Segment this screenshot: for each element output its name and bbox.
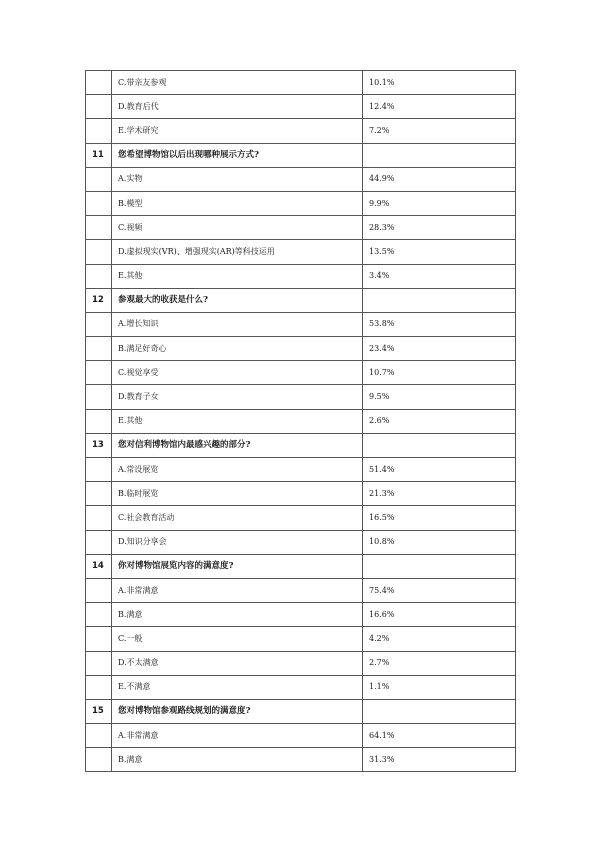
option-percent: 53.8%	[363, 312, 516, 336]
empty-number-cell	[86, 458, 112, 482]
option-percent: 4.2%	[363, 627, 516, 651]
option-row	[86, 458, 516, 482]
option-percent: 9.9%	[363, 191, 516, 215]
option-row	[86, 337, 516, 361]
option-percent: 3.4%	[363, 264, 516, 288]
question-row	[86, 554, 516, 578]
question-row	[86, 433, 516, 457]
question-text: 您对博物馆参观路线规划的满意度?	[112, 699, 363, 723]
question-number: 13	[86, 433, 112, 457]
empty-number-cell	[86, 240, 112, 264]
question-number: 14	[86, 554, 112, 578]
option-row	[86, 216, 516, 240]
option-row	[86, 506, 516, 530]
empty-number-cell	[86, 675, 112, 699]
empty-percent-cell	[363, 288, 516, 312]
option-percent: 31.3%	[363, 748, 516, 772]
empty-number-cell	[86, 337, 112, 361]
option-row	[86, 312, 516, 336]
option-text: A.常设展览	[112, 458, 363, 482]
empty-number-cell	[86, 361, 112, 385]
option-text: E.其他	[112, 264, 363, 288]
empty-number-cell	[86, 578, 112, 602]
option-percent: 16.6%	[363, 603, 516, 627]
option-text: C.带亲友参观	[112, 71, 363, 95]
option-row	[86, 724, 516, 748]
empty-percent-cell	[363, 699, 516, 723]
option-row	[86, 482, 516, 506]
option-percent: 9.5%	[363, 385, 516, 409]
empty-percent-cell	[363, 433, 516, 457]
option-text: D.教育后代	[112, 95, 363, 119]
option-text: C.视觉享受	[112, 361, 363, 385]
empty-number-cell	[86, 167, 112, 191]
question-text: 您希望博物馆以后出现哪种展示方式?	[112, 143, 363, 167]
option-row	[86, 167, 516, 191]
option-row	[86, 409, 516, 433]
option-text: B.模型	[112, 191, 363, 215]
question-row	[86, 288, 516, 312]
option-row	[86, 119, 516, 143]
option-text: B.满意	[112, 748, 363, 772]
option-percent: 16.5%	[363, 506, 516, 530]
option-percent: 44.9%	[363, 167, 516, 191]
question-number: 15	[86, 699, 112, 723]
option-percent: 21.3%	[363, 482, 516, 506]
option-text: B.临时展览	[112, 482, 363, 506]
option-percent: 10.7%	[363, 361, 516, 385]
question-row	[86, 699, 516, 723]
question-row	[86, 143, 516, 167]
option-row	[86, 603, 516, 627]
empty-percent-cell	[363, 554, 516, 578]
option-row	[86, 95, 516, 119]
empty-number-cell	[86, 530, 112, 554]
option-text: D.虚拟现实(VR)、增强现实(AR)等科技运用	[112, 240, 363, 264]
empty-number-cell	[86, 385, 112, 409]
option-text: A.增长知识	[112, 312, 363, 336]
option-text: D.不太满意	[112, 651, 363, 675]
option-row	[86, 748, 516, 772]
question-number: 12	[86, 288, 112, 312]
option-text: A.实物	[112, 167, 363, 191]
option-percent: 10.1%	[363, 71, 516, 95]
option-percent: 12.4%	[363, 95, 516, 119]
option-row	[86, 578, 516, 602]
option-text: D.知识分享会	[112, 530, 363, 554]
option-text: C.社会教育活动	[112, 506, 363, 530]
option-percent: 1.1%	[363, 675, 516, 699]
option-percent: 13.5%	[363, 240, 516, 264]
empty-number-cell	[86, 482, 112, 506]
option-text: A.非常满意	[112, 578, 363, 602]
empty-number-cell	[86, 748, 112, 772]
option-percent: 28.3%	[363, 216, 516, 240]
survey-results-table	[85, 70, 516, 772]
option-percent: 75.4%	[363, 578, 516, 602]
option-row	[86, 240, 516, 264]
option-text: E.其他	[112, 409, 363, 433]
survey-table-body	[86, 71, 516, 772]
question-text: 参观最大的收获是什么?	[112, 288, 363, 312]
option-percent: 7.2%	[363, 119, 516, 143]
empty-number-cell	[86, 724, 112, 748]
empty-number-cell	[86, 627, 112, 651]
option-text: E.不满意	[112, 675, 363, 699]
option-percent: 10.8%	[363, 530, 516, 554]
empty-percent-cell	[363, 143, 516, 167]
option-row	[86, 361, 516, 385]
option-percent: 51.4%	[363, 458, 516, 482]
option-text: C.视频	[112, 216, 363, 240]
question-number: 11	[86, 143, 112, 167]
option-percent: 23.4%	[363, 337, 516, 361]
option-row	[86, 264, 516, 288]
empty-number-cell	[86, 651, 112, 675]
option-row	[86, 385, 516, 409]
empty-number-cell	[86, 216, 112, 240]
option-text: C.一般	[112, 627, 363, 651]
empty-number-cell	[86, 603, 112, 627]
option-row	[86, 191, 516, 215]
option-text: B.满足好奇心	[112, 337, 363, 361]
option-text: B.满意	[112, 603, 363, 627]
question-text: 你对博物馆展览内容的满意度?	[112, 554, 363, 578]
empty-number-cell	[86, 409, 112, 433]
question-text: 您对信利博物馆内最感兴趣的部分?	[112, 433, 363, 457]
option-percent: 2.7%	[363, 651, 516, 675]
empty-number-cell	[86, 191, 112, 215]
option-row	[86, 71, 516, 95]
option-percent: 2.6%	[363, 409, 516, 433]
option-row	[86, 530, 516, 554]
empty-number-cell	[86, 506, 112, 530]
option-row	[86, 675, 516, 699]
empty-number-cell	[86, 119, 112, 143]
option-percent: 64.1%	[363, 724, 516, 748]
option-row	[86, 627, 516, 651]
empty-number-cell	[86, 264, 112, 288]
empty-number-cell	[86, 312, 112, 336]
option-text: D.教育子女	[112, 385, 363, 409]
empty-number-cell	[86, 95, 112, 119]
option-text: A.非常满意	[112, 724, 363, 748]
option-row	[86, 651, 516, 675]
option-text: E.学术研究	[112, 119, 363, 143]
empty-number-cell	[86, 71, 112, 95]
